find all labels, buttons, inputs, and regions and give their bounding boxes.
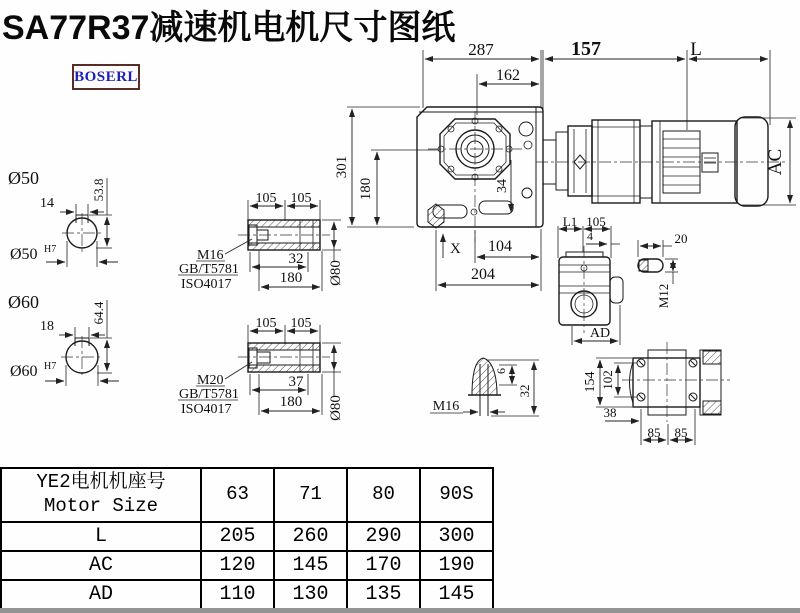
table-cell: 110 [201,580,274,609]
shaft1-std1: GB/T5781 [179,262,239,277]
motor-size-label-en: Motor Size [43,495,159,517]
row-label: AC [1,551,201,580]
table-cell: 145 [420,580,493,609]
side-L1: L1 [562,214,578,229]
dim-L: L [690,39,702,60]
shaft2-depth: 37 [288,374,304,390]
side-AD: AD [589,326,611,341]
flange-38: 38 [603,405,617,420]
shaft1-dia: Ø80 [328,260,344,286]
shaft1-length: 180 [279,270,303,286]
table-cell: 205 [201,522,274,551]
table-cell: 170 [347,551,420,580]
dim-287: 287 [468,40,494,59]
plug-32: 32 [517,384,532,398]
shaft2-105a: 105 [255,316,277,331]
key-20: 20 [674,231,688,246]
bore60-key-height: 64.4 [91,301,106,325]
table-header-cell [1,468,201,522]
bore60-fit-sup: H7 [44,361,57,372]
hollow-shaft-section-2 [178,316,344,421]
table-cell: 80 [347,468,420,522]
flange-85b: 85 [674,425,688,440]
shaft1-105b: 105 [290,191,312,206]
table-row [1,580,493,609]
shaft2-length: 180 [279,394,303,410]
plug-detail [430,358,539,416]
oil-plug [428,204,444,228]
key-detail [638,231,688,308]
gearbox-front-view [334,107,543,291]
motor-nameplate [702,153,718,172]
table-cell: 90S [420,468,493,522]
flange-rear-view [583,342,730,445]
table-header-row [1,468,493,522]
dim-180: 180 [358,177,374,201]
dim-34: 34 [495,179,510,193]
table-cell: 130 [274,580,347,609]
table-cell: 190 [420,551,493,580]
table-cell: 145 [274,551,347,580]
bore-60-detail [8,292,119,386]
shaft1-depth: 32 [288,251,304,267]
table-cell: 260 [274,522,347,551]
page-title: SA77R37减速机电机尺寸图纸 [2,9,456,47]
coupling-adapter [543,120,640,203]
table-cell: 120 [201,551,274,580]
bore60-label: Ø60 [8,292,39,312]
shaft2-bolt: M20 [197,373,224,388]
dim-204: 204 [471,266,495,283]
motor-size-table [0,467,494,610]
flange-154: 154 [583,371,598,393]
bore50-key-width: 14 [40,196,54,211]
shaft2-std1: GB/T5781 [179,387,239,402]
table-cell: 71 [274,468,347,522]
table-row [1,551,493,580]
bore50-fit-sup: H7 [44,244,57,255]
shaft1-105a: 105 [255,191,277,206]
table-cell: 300 [420,522,493,551]
shaft2-105b: 105 [290,316,312,331]
bore-50-detail [8,168,118,267]
row-label: AD [1,580,201,609]
dim-104: 104 [488,238,512,255]
table-row [1,522,493,551]
bore50-key-height: 53.8 [91,178,106,202]
dim-AC: AC [765,148,786,176]
hollow-shaft-section-1 [178,191,344,292]
shaft2-dia: Ø80 [328,395,344,421]
shaft2-std2: ISO4017 [181,402,232,417]
dim-301: 301 [334,155,350,179]
shaft1-bolt: M16 [197,248,224,263]
brand-logo-text: BOSERL [74,68,138,85]
reducer-side-view [558,214,623,345]
row-label: L [1,522,201,551]
dim-157: 157 [571,38,601,60]
plug-6: 6 [494,368,508,374]
label-x: X [450,241,461,257]
table-cell: 63 [201,468,274,522]
bottom-edge-bar [0,608,800,613]
dim-162: 162 [496,67,520,84]
bore50-label: Ø50 [8,168,39,188]
key-thread: M12 [656,283,671,309]
table-cell: 135 [347,580,420,609]
bore60-key-width: 18 [40,319,54,334]
shaft1-std2: ISO4017 [181,277,232,292]
plug-thread: M16 [432,399,460,414]
motor-size-label-cn: YE2电机机座号 [36,471,166,494]
bore50-fit: Ø50 [10,246,38,263]
side-105: 105 [586,214,606,229]
side-4: 4 [587,229,593,243]
table-cell: 290 [347,522,420,551]
flange-85a: 85 [647,425,661,440]
flange-102: 102 [600,370,615,390]
bore60-fit: Ø60 [10,363,38,380]
